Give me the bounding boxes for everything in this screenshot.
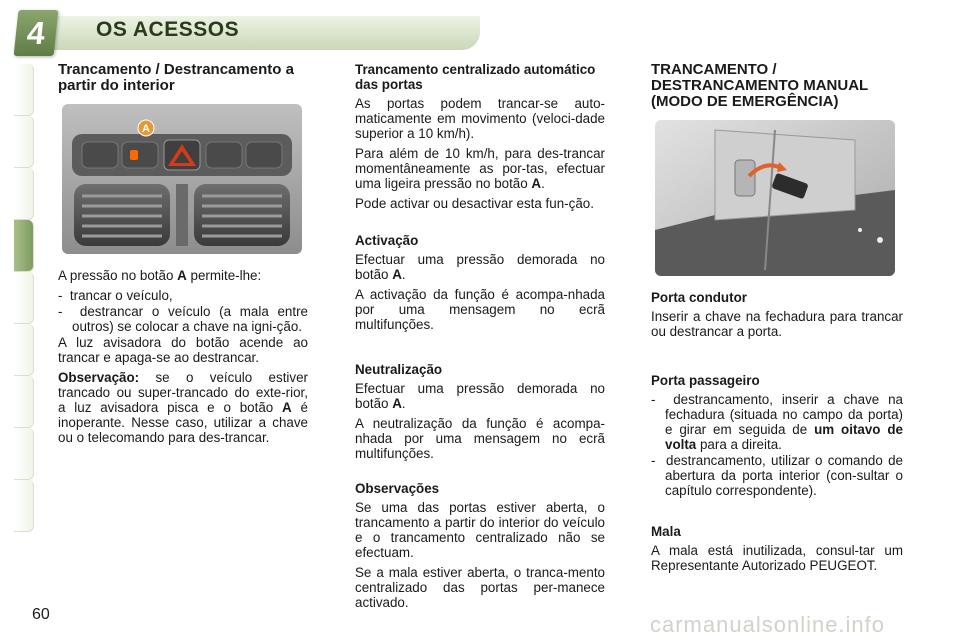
col2-s3-p1: Efectuar uma pressão demorada no botão A. — [355, 381, 605, 411]
chapter-title: OS ACESSOS — [96, 18, 240, 41]
col2-s3-p2: A neutralização da função é acompa-nhada por uma mensagem no ecrã multifunções. — [355, 416, 605, 461]
central-lock-button-illustration — [62, 104, 302, 254]
side-tab-8[interactable] — [14, 428, 34, 480]
col2-s1-p1: As portas podem trancar-se auto-maticamente em movimento (veloci-dade superior a 10 km/h). — [355, 96, 605, 141]
side-tab-3[interactable] — [14, 168, 34, 220]
col2-s2-p1: Efectuar uma pressão demorada no botão A. — [355, 252, 605, 282]
col2-s4-p1: Se uma das portas estiver aberta, o trancamento a partir do interior do veículo e o trancamento centralizado não se efectuam. — [355, 500, 605, 560]
col2-section4-title: Observações — [355, 481, 440, 496]
chapter-badge: 4 — [14, 10, 59, 56]
side-tab-7[interactable] — [14, 376, 34, 428]
watermark: carmanualsonline.info — [650, 612, 886, 637]
door-key-illustration — [655, 120, 895, 276]
side-tab-9[interactable] — [14, 480, 34, 532]
col2-s4-p2: Se a mala estiver aberta, o tranca-mento centralizado das portas per-manece activado. — [355, 565, 605, 610]
column-1 — [58, 62, 308, 450]
col2-s1-p3: Pode activar ou desactivar esta fun-ção. — [355, 196, 594, 211]
col3-s1-p1: Inserir a chave na fechadura para trancar ou destrancar a porta. — [651, 309, 903, 339]
col2-s2-p2: A activação da função é acompa-nhada por uma mensagem no ecrã multifunções. — [355, 287, 605, 332]
col2-section3-title: Neutralização — [355, 362, 443, 377]
column-2 — [355, 62, 605, 615]
column-3 — [651, 62, 903, 578]
door-lock-photo — [655, 120, 895, 276]
col1-light-text: A luz avisadora do botão acende ao trancar e apaga-se ao destrancar. — [58, 335, 308, 365]
col3-list — [651, 392, 903, 498]
side-tab-6[interactable] — [14, 324, 34, 376]
col3-section3-title: Mala — [651, 524, 681, 539]
side-tab-1[interactable] — [14, 64, 34, 116]
list-item: - destrancamento, utilizar o comando de abertura da porta interior (con-sultar o capítulo correspondente). — [651, 453, 903, 498]
list-item: - destrancar o veículo (a mala entre outros) se colocar a chave na igni-ção. — [58, 304, 308, 334]
side-tab-2[interactable] — [14, 116, 34, 168]
col1-list — [58, 288, 308, 334]
col2-s1-p2: Para além de 10 km/h, para des-trancar momentâneamente as por-tas, efectuar uma ligeira pressão no botão A. — [355, 146, 605, 191]
list-item: - destrancamento, inserir a chave na fechadura (situada no campo da porta) e girar em seguida de um oitavo de volta para a direita. — [651, 392, 903, 452]
callout-label-a: A — [142, 123, 150, 135]
col3-s3-p1: A mala está inutilizada, consul-tar um Representante Autorizado PEUGEOT. — [651, 543, 903, 573]
col3-section1-title: Porta condutor — [651, 290, 747, 305]
page-number: 60 — [32, 606, 50, 623]
col1-intro: A pressão no botão A permite-lhe: — [58, 268, 262, 283]
side-tab-5[interactable] — [14, 272, 34, 324]
col3-section2-title: Porta passageiro — [651, 373, 760, 388]
side-tabs — [14, 64, 34, 576]
col2-section2-title: Activação — [355, 233, 419, 248]
col2-section1-title: Trancamento centralizado automático das portas — [355, 62, 596, 92]
col1-observation: Observação: se o veículo estiver trancado ou super-trancado do exte-rior, a luz avisadora pisca e o botão A é inoperante. Nesse caso, utilizar a chave ou o telecomando para des-trancar. — [58, 370, 308, 445]
side-tab-4-active[interactable] — [14, 220, 34, 272]
list-item: - trancar o veículo, — [58, 288, 173, 303]
col3-heading: TRANCAMENTO / DESTRANCAMENTO MANUAL (MODO DE EMERGÊNCIA) — [651, 61, 868, 110]
col1-heading: Trancamento / Destrancamento a partir do interior — [58, 61, 294, 94]
dashboard-photo — [62, 104, 302, 254]
